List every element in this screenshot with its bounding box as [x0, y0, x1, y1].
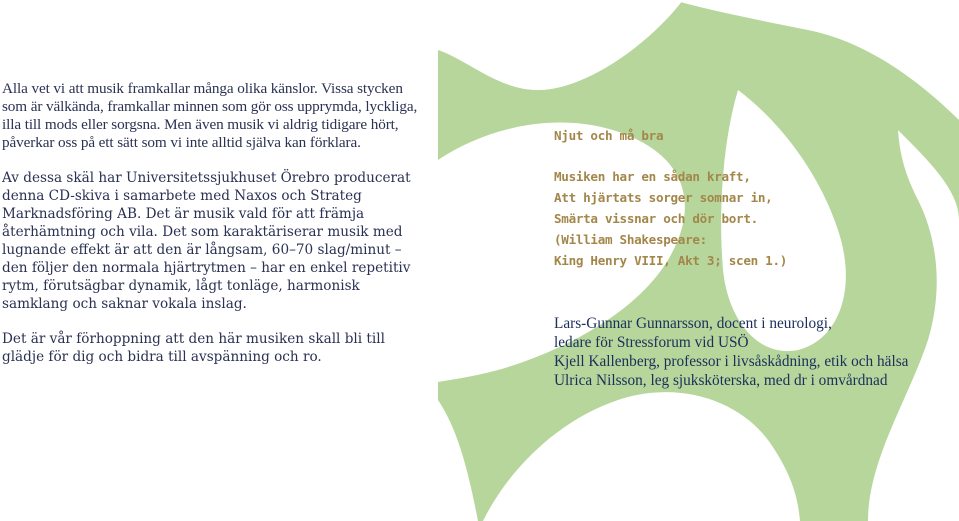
quote-line: Musiken har en sådan kraft, — [554, 169, 751, 184]
intro-paragraph-1: Alla vet vi att musik framkallar många olika känslor. Vissa stycken som är välkända, framkallar minnen som gör oss upprymda, lyckliga, illa till mods eller sorgsna. Men även musik vi aldrig tidigare hört, påverkar oss på ett sätt som vi inte alltid själva kan förklara. — [2, 80, 418, 151]
credit-line: Kjell Kallenberg, professor i livsåskådning, etik och hälsa — [554, 353, 909, 370]
quote-line: Att hjärtats sorger somnar in, — [554, 190, 773, 205]
shakespeare-quote — [554, 128, 944, 271]
credit-line: Lars-Gunnar Gunnarsson, docent i neurologi, — [554, 315, 832, 332]
quote-line: King Henry VIII, Akt 3; scen 1.) — [554, 253, 788, 268]
intro-paragraph-2: Av dessa skäl har Universitetssjukhuset Örebro producerat denna CD-skiva i samarbete med Naxos och Strateg Marknadsföring AB. Det är musik vald för att främja återhämtning och vila. Det som karaktäriserar musik med lugnande effekt är att den är långsam, 60–70 slag/minut – den följer den normala hjärtrytmen – har en enkel repetitiv rytm, förutsägbar dynamik, lågt tonläge, harmonisk samklang och saknar vokala inslag. — [2, 170, 411, 312]
credit-line: Ulrica Nilsson, leg sjuksköterska, med dr i omvårdnad — [554, 372, 888, 389]
quote-heading: Njut och må bra — [554, 128, 664, 143]
author-credits — [554, 314, 954, 390]
quote-line: Smärta vissnar och dör bort. — [554, 211, 758, 226]
quote-line: (William Shakespeare: — [554, 232, 707, 247]
credit-line: ledare för Stressforum vid USÖ — [554, 334, 749, 351]
intro-paragraph-3: Det är vår förhoppning att den här musiken skall bli till glädje för dig och bidra till avspänning och ro. — [2, 331, 385, 365]
intro-text-column — [2, 80, 422, 383]
